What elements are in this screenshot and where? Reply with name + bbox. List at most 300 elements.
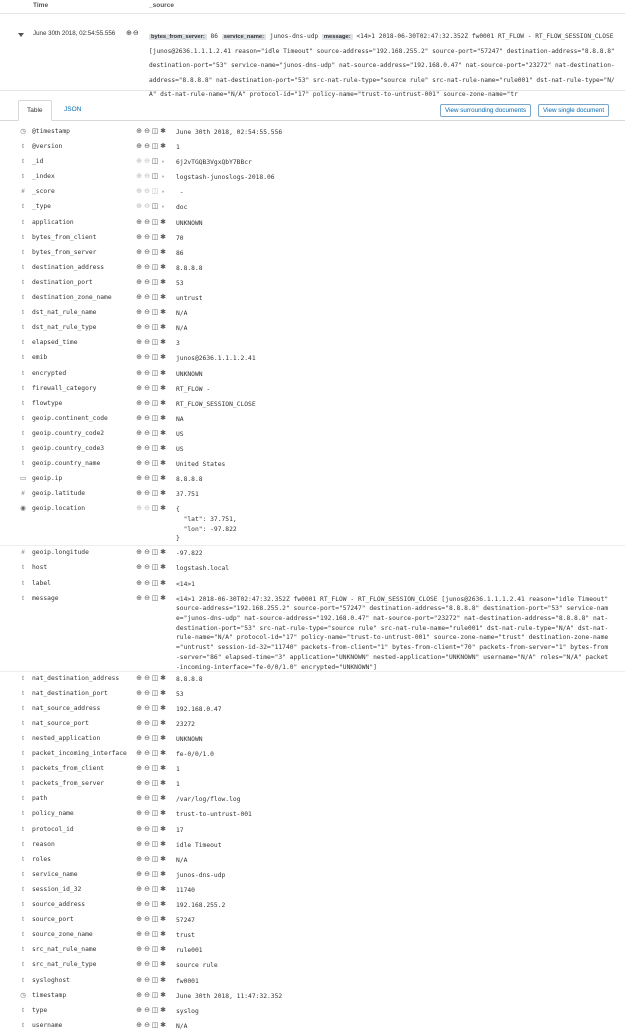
filter-out-value-icon[interactable]: ⊖ [144,735,150,742]
filter-for-value-icon[interactable]: ⊕ [136,765,142,773]
field-actions [135,840,167,848]
toggle-column-icon[interactable]: ◫ [151,158,159,166]
toggle-column-icon[interactable]: ◫ [151,564,159,572]
filter-for-value-icon[interactable]: ⊕ [136,810,142,818]
toggle-column-icon[interactable]: ◫ [151,1006,159,1014]
filter-exists-icon[interactable]: ✱ [160,735,166,742]
filter-exists-icon[interactable]: ✱ [160,765,166,773]
filter-out-value-icon[interactable]: ⊖ [144,719,150,727]
filter-for-value-icon[interactable]: ⊕ [136,399,142,407]
filter-for-value-icon[interactable]: ⊕ [136,369,142,377]
view-single-document-button[interactable]: View single document [538,104,609,117]
field-name: _id [32,158,44,166]
toggle-column-icon[interactable]: ◫ [151,414,159,422]
field-name: nat_source_port [32,719,89,727]
field-row-src-nat-rule-name [0,943,625,958]
field-actions [135,444,167,452]
field-value: UNKNOWN [176,219,203,227]
filter-exists-icon[interactable]: ✱ [160,354,166,362]
field-value: -97.822 [176,550,203,558]
filter-out-value-icon[interactable]: ⊖ [144,414,150,422]
filter-out-value-icon[interactable]: ⊖ [144,490,150,498]
filter-for-value-icon[interactable]: ⊕ [136,674,142,682]
filter-exists-icon[interactable]: ✱ [160,429,166,437]
filter-out-value-icon: ⊖ [144,188,150,196]
field-row-roles [0,853,625,868]
toggle-column-icon[interactable]: ◫ [151,203,159,211]
filter-for-value-icon[interactable]: ⊕ [136,444,142,452]
toggle-column-icon[interactable]: ◫ [151,248,159,256]
toggle-column-icon[interactable]: ◫ [151,354,159,362]
filter-out-value-icon[interactable]: ⊖ [144,750,150,758]
filter-out-value-icon[interactable]: ⊖ [144,309,150,317]
toggle-column-icon[interactable]: ◫ [151,429,159,437]
filter-out-value-icon[interactable]: ⊖ [144,1006,150,1014]
toggle-column-icon[interactable]: ◫ [151,263,159,271]
number-type-icon: # [21,490,25,498]
filter-out-value-icon[interactable]: ⊖ [144,976,150,984]
filter-out-value-icon[interactable]: ⊖ [144,248,150,256]
filter-for-value-icon[interactable]: ⊕ [136,885,142,893]
field-value: junos-dns-udp [176,871,226,879]
field-row-host [0,561,625,576]
field-value: 53 [176,279,184,287]
field-name: session_id_32 [32,885,82,893]
field-value: 57247 [176,917,195,925]
field-row-label [0,577,625,592]
filter-for-value-icon[interactable]: ⊕ [136,549,142,557]
tab-table[interactable]: Table [18,100,52,121]
field-value: N/A [176,1022,188,1030]
filter-for-value-icon[interactable]: ⊕ [136,429,142,437]
toggle-column-icon[interactable]: ◫ [151,916,159,924]
field-name: message [32,594,59,602]
source-value: junos-dns-udp [266,33,322,40]
toggle-column-icon[interactable]: ◫ [151,399,159,407]
filter-for-value-icon[interactable]: ⊕ [136,324,142,332]
field-name: @timestamp [32,128,70,135]
filter-out-value-icon[interactable]: ⊖ [144,549,150,557]
filter-out-value-icon[interactable]: ⊖ [144,564,150,572]
clock-icon: ◷ [20,991,26,999]
toggle-column-icon[interactable]: ◫ [151,810,159,818]
filter-for-value-icon[interactable]: ⊕ [136,735,142,742]
filter-out-value-icon[interactable]: ⊖ [144,840,150,848]
toggle-column-icon[interactable]: ◫ [151,339,159,347]
field-actions [135,689,167,697]
filter-for-value-icon: ⊕ [136,188,142,196]
filter-for-value-icon[interactable]: ⊕ [136,579,142,587]
field-actions [135,263,167,271]
filter-out-value-icon[interactable]: ⊖ [144,931,150,939]
string-type-icon: t [22,976,24,984]
field-value: N/A [176,310,188,318]
string-type-icon: t [22,795,24,803]
filter-exists-icon[interactable]: ✱ [160,263,166,271]
filter-out-value-icon[interactable]: ⊖ [144,810,150,818]
filter-for-value-icon[interactable]: ⊕ [136,475,142,483]
toggle-column-icon[interactable]: ◫ [151,444,159,452]
filter-for-value-icon[interactable]: ⊕ [136,278,142,286]
filter-for-value-icon[interactable]: ⊕ [136,931,142,939]
toggle-column-icon[interactable]: ◫ [151,294,159,302]
toggle-column-icon[interactable]: ◫ [151,901,159,909]
filter-exists-icon[interactable]: ✱ [160,976,166,984]
filter-out-value-icon[interactable]: ⊖ [144,218,150,226]
filter-out-value-icon[interactable]: ⊖ [144,579,150,587]
toggle-column-icon[interactable]: ◫ [151,1021,159,1029]
toggle-column-icon[interactable]: ◫ [151,765,159,773]
toggle-column-icon[interactable]: ◫ [151,218,159,226]
filter-exists-icon[interactable]: ✱ [160,128,166,135]
toggle-column-icon[interactable]: ◫ [151,674,159,682]
toggle-column-icon[interactable]: ◫ [151,324,159,332]
filter-out-value-icon[interactable]: ⊖ [144,674,150,682]
filter-exists-icon[interactable]: ✱ [160,278,166,286]
filter-for-value-icon[interactable]: ⊕ [136,976,142,984]
collapse-caret-icon[interactable] [18,33,24,37]
field-name: source_port [32,916,74,924]
field-value: 192.168.255.2 [176,902,226,910]
field-actions [135,930,167,938]
string-type-icon: t [22,810,24,818]
string-type-icon: t [22,704,24,712]
field-row-dst-nat-rule-type [0,321,625,336]
filter-exists-icon[interactable]: ✱ [160,1021,166,1029]
field-name: path [32,795,48,803]
toggle-column-icon[interactable]: ◫ [151,976,159,984]
filter-for-value-icon: ⊕ [136,505,142,513]
toggle-column-icon[interactable]: ◫ [151,795,159,803]
filter-out-value-icon[interactable]: ⊖ [144,278,150,286]
field-actions [135,474,167,482]
filter-exists-icon[interactable]: ✱ [160,931,166,939]
filter-out-value-icon[interactable]: ⊖ [144,339,150,347]
filter-exists-icon[interactable]: ✱ [160,594,166,602]
filter-for-value-icon[interactable]: ⊕ [136,825,142,833]
filter-exists-icon[interactable]: ✱ [160,1006,166,1014]
filter-out-value-icon[interactable]: ⊖ [144,399,150,407]
field-actions [135,870,167,878]
filter-for-value-icon[interactable]: ⊕ [136,901,142,909]
filter-out-value-icon[interactable]: ⊖ [144,369,150,377]
field-row-encrypted [0,367,625,382]
toggle-column-icon[interactable]: ◫ [151,931,159,939]
field-row-protocol-id [0,823,625,838]
filter-out-value-icon[interactable]: ⊖ [144,704,150,712]
source-value: <14>1 2018-06-30T02:47:32.352Z fw0001 RT_FLOW - RT_FLOW_SESSION_CLOSE [junos@2636.1.1.1.2.41 reason="idle Timeout" source-address="192.168.255.2" source-port="57247" destination-address="8.8.8.8" destination-port="53" service-name="junos-dns-udp" nat-source-address="192.168.0.47" nat-source-port="23272" nat-destination-address="8.8.8.8" nat-destination-port="53" src-nat-rule-type="source rule" src-nat-rule-name="rule001" dst-nat-rule-type="N/A" dst-nat-rule-name="N/A" protocol-id="17" policy-name="trust-to-untrust-001" source-zone-name="tr [149,33,615,99]
field-actions [135,915,167,923]
toggle-column-icon[interactable]: ◫ [151,233,159,241]
toggle-column-icon[interactable]: ◫ [151,128,159,135]
filter-out-value-icon[interactable]: ⊖ [144,780,150,788]
filter-out-value-icon[interactable]: ⊖ [144,594,150,602]
time-column-header[interactable]: Time [33,2,49,9]
filter-out-value-icon[interactable]: ⊖ [144,991,150,999]
field-row-geoip-country-code3 [0,442,625,457]
filter-for-value-icon[interactable]: ⊕ [136,870,142,878]
filter-out-value-icon[interactable]: ⊖ [144,885,150,893]
string-type-icon: t [22,309,24,317]
filter-exists-icon[interactable]: ✱ [160,549,166,557]
filter-for-value-icon[interactable]: ⊕ [136,780,142,788]
field-actions [135,142,167,150]
field-row-message [0,592,625,672]
filter-for-value-icon[interactable]: ⊕ [136,961,142,969]
filter-out-value-icon: ⊖ [144,203,150,211]
filter-exists-icon[interactable]: ✱ [160,870,166,878]
filter-for-value-icon[interactable]: ⊕ [136,218,142,226]
field-name: _score [32,188,55,196]
filter-for-value-icon[interactable]: ⊕ [136,689,142,697]
toggle-column-icon[interactable]: ◫ [151,689,159,697]
filter-for-value-icon[interactable]: ⊕ [136,840,142,848]
toggle-column-icon[interactable]: ◫ [151,840,159,848]
field-name: nat_destination_address [32,674,120,682]
filter-for-value-icon[interactable]: ⊕ [136,719,142,727]
field-actions [135,855,167,863]
toggle-column-icon[interactable]: ◫ [151,490,159,498]
filter-for-value-icon[interactable]: ⊕ [136,128,142,135]
filter-for-value-icon[interactable]: ⊕ [136,564,142,572]
field-row-service-name [0,868,625,883]
field-name: type [32,1006,48,1014]
filter-out-value-icon[interactable]: ⊖ [144,294,150,302]
field-actions [135,323,167,331]
filter-exists-icon[interactable]: ✱ [160,324,166,332]
toggle-column-icon[interactable]: ◫ [151,825,159,833]
toggle-column-icon[interactable]: ◫ [151,735,159,742]
field-name: dst_nat_rule_type [32,324,97,332]
filter-for-value-icon[interactable]: ⊕ [136,991,142,999]
toggle-column-icon[interactable]: ◫ [151,885,159,893]
toggle-column-icon[interactable]: ◫ [151,309,159,317]
document-row[interactable] [0,14,625,99]
string-type-icon: t [22,414,24,422]
filter-exists-icon[interactable]: ✱ [160,810,166,818]
filter-exists-icon[interactable]: ✱ [160,795,166,803]
filter-exists-icon[interactable]: ✱ [160,490,166,498]
string-type-icon: t [22,248,24,256]
filter-exists-icon[interactable]: ✱ [160,505,166,513]
field-value: June 30th 2018, 11:47:32.352 [176,992,283,1000]
toggle-column-icon[interactable]: ◫ [151,719,159,727]
field-row-nat-destination-address [0,672,625,687]
filter-for-value-icon[interactable]: ⊕ [136,143,142,151]
field-value: RT_FLOW - [176,385,211,393]
filter-for-value-icon[interactable]: ⊕ [136,460,142,468]
filter-exists-icon[interactable]: ✱ [160,218,166,226]
filter-exists-icon[interactable]: ✱ [160,384,166,392]
filter-out-value-icon[interactable]: ⊖ [144,429,150,437]
filter-out-value-icon[interactable]: ⊖ [144,765,150,773]
filter-for-value-icon[interactable]: ⊕ [136,855,142,863]
toggle-column-icon[interactable]: ◫ [151,173,159,181]
number-type-icon: # [21,188,25,196]
field-row-nested-application [0,732,625,747]
view-surrounding-documents-button[interactable]: View surrounding documents [440,104,531,117]
field-row--type [0,200,625,215]
filter-out-value-icon[interactable]: ⊖ [144,460,150,468]
filter-out-value-icon[interactable]: ⊖ [144,855,150,863]
filter-exists-icon: ● [161,204,165,211]
filter-out-value-icon[interactable]: ⊖ [144,444,150,452]
filter-out-value-icon[interactable]: ⊖ [144,946,150,954]
filter-exists-icon[interactable]: ✱ [160,780,166,788]
zoom-out-icon[interactable]: ⊖ [132,30,140,37]
filter-for-value-icon[interactable]: ⊕ [136,490,142,498]
field-name: destination_port [32,278,93,286]
filter-for-value-icon[interactable]: ⊕ [136,704,142,712]
filter-exists-icon[interactable]: ✱ [160,579,166,587]
field-row-nat-destination-port [0,687,625,702]
toggle-column-icon[interactable]: ◫ [151,704,159,712]
toggle-column-icon[interactable]: ◫ [151,384,159,392]
filter-out-value-icon[interactable]: ⊖ [144,128,150,135]
field-name: host [32,564,48,572]
filter-for-value-icon[interactable]: ⊕ [136,354,142,362]
field-actions [135,248,167,256]
toggle-column-icon[interactable]: ◫ [151,855,159,863]
filter-exists-icon[interactable]: ✱ [160,294,166,302]
filter-exists-icon[interactable]: ✱ [160,143,166,151]
filter-exists-icon[interactable]: ✱ [160,750,166,758]
field-actions [135,127,167,135]
field-actions [135,429,167,437]
field-name: service_name [32,870,78,878]
filter-exists-icon[interactable]: ✱ [160,339,166,347]
toggle-column-icon[interactable]: ◫ [151,369,159,377]
filter-exists-icon[interactable]: ✱ [160,840,166,848]
filter-exists-icon: ● [161,189,165,196]
field-row-packets-from-server [0,777,625,792]
toggle-column-icon[interactable]: ◫ [151,946,159,954]
field-row-destination-zone-name [0,291,625,306]
filter-for-value-icon[interactable]: ⊕ [136,946,142,954]
filter-exists-icon[interactable]: ✱ [160,444,166,452]
filter-exists-icon[interactable]: ✱ [160,946,166,954]
filter-exists-icon[interactable]: ✱ [160,961,166,969]
filter-for-value-icon[interactable]: ⊕ [136,916,142,924]
toggle-column-icon[interactable]: ◫ [151,579,159,587]
field-row-username [0,1019,625,1034]
filter-out-value-icon[interactable]: ⊖ [144,384,150,392]
field-actions [135,825,167,833]
filter-for-value-icon[interactable]: ⊕ [136,594,142,602]
filter-for-value-icon[interactable]: ⊕ [136,248,142,256]
tab-json[interactable]: JSON [64,106,82,113]
filter-exists-icon[interactable]: ✱ [160,719,166,727]
filter-exists-icon[interactable]: ✱ [160,399,166,407]
filter-exists-icon[interactable]: ✱ [160,901,166,909]
filter-exists-icon[interactable]: ✱ [160,564,166,572]
toggle-column-icon[interactable]: ◫ [151,278,159,286]
filter-for-value-icon[interactable]: ⊕ [136,294,142,302]
filter-out-value-icon[interactable]: ⊖ [144,825,150,833]
filter-for-value-icon[interactable]: ⊕ [136,1006,142,1014]
filter-exists-icon[interactable]: ✱ [160,475,166,483]
toggle-column-icon[interactable]: ◫ [151,780,159,788]
filter-out-value-icon[interactable]: ⊖ [144,354,150,362]
toggle-column-icon[interactable]: ◫ [151,475,159,483]
field-row-path [0,792,625,807]
filter-exists-icon[interactable]: ✱ [160,689,166,697]
filter-for-value-icon[interactable]: ⊕ [136,1021,142,1029]
filter-out-value-icon[interactable]: ⊖ [144,1021,150,1029]
field-value: 8.8.8.8 [176,264,203,272]
filter-exists-icon[interactable]: ✱ [160,309,166,317]
filter-out-value-icon[interactable]: ⊖ [144,233,150,241]
filter-exists-icon[interactable]: ✱ [160,916,166,924]
filter-for-value-icon[interactable]: ⊕ [136,384,142,392]
filter-out-value-icon[interactable]: ⊖ [144,324,150,332]
filter-for-value-icon[interactable]: ⊕ [136,339,142,347]
filter-exists-icon: ● [161,159,165,166]
field-row-destination-port [0,276,625,291]
filter-for-value-icon[interactable]: ⊕ [136,795,142,803]
toggle-column-icon[interactable]: ◫ [151,961,159,969]
filter-for-value-icon[interactable]: ⊕ [136,750,142,758]
filter-out-value-icon[interactable]: ⊖ [144,475,150,483]
filter-exists-icon[interactable]: ✱ [160,233,166,241]
toggle-column-icon[interactable]: ◫ [151,594,159,602]
filter-exists-icon[interactable]: ✱ [160,855,166,863]
field-value: June 30th 2018, 02:54:55.556 [176,129,283,136]
toggle-column-icon[interactable]: ◫ [151,750,159,758]
field-actions [135,563,167,571]
filter-for-value-icon[interactable]: ⊕ [136,309,142,317]
field-actions [135,976,167,984]
string-type-icon: t [22,674,24,682]
filter-out-value-icon[interactable]: ⊖ [144,689,150,697]
filter-exists-icon[interactable]: ✱ [160,369,166,377]
filter-out-value-icon[interactable]: ⊖ [144,263,150,271]
filter-for-value-icon[interactable]: ⊕ [136,263,142,271]
filter-exists-icon[interactable]: ✱ [160,704,166,712]
string-type-icon: t [22,870,24,878]
filter-for-value-icon[interactable]: ⊕ [136,233,142,241]
filter-out-value-icon[interactable]: ⊖ [144,870,150,878]
filter-out-value-icon[interactable]: ⊖ [144,143,150,151]
toggle-column-icon[interactable]: ◫ [151,143,159,151]
filter-exists-icon[interactable]: ✱ [160,248,166,256]
toggle-column-icon[interactable]: ◫ [151,870,159,878]
filter-out-value-icon[interactable]: ⊖ [144,961,150,969]
toggle-column-icon[interactable]: ◫ [151,505,159,513]
toggle-column-icon[interactable]: ◫ [151,549,159,557]
filter-exists-icon[interactable]: ✱ [160,825,166,833]
string-type-icon: t [22,203,24,211]
filter-exists-icon[interactable]: ✱ [160,460,166,468]
filter-out-value-icon[interactable]: ⊖ [144,916,150,924]
toggle-column-icon[interactable]: ◫ [151,460,159,468]
filter-for-value-icon[interactable]: ⊕ [136,414,142,422]
field-actions [135,779,167,787]
toggle-column-icon[interactable]: ◫ [151,991,159,999]
field-row-nat-source-port [0,717,625,732]
field-actions [135,734,167,742]
zoom-in-icon[interactable]: ⊕ [126,30,133,37]
filter-exists-icon[interactable]: ✱ [160,414,166,422]
filter-exists-icon[interactable]: ✱ [160,674,166,682]
field-row-geoip-country-code2 [0,427,625,442]
filter-exists-icon[interactable]: ✱ [160,885,166,893]
filter-out-value-icon[interactable]: ⊖ [144,901,150,909]
string-type-icon: t [22,263,24,271]
filter-exists-icon[interactable]: ✱ [160,991,166,999]
field-row-emib [0,351,625,366]
filter-out-value-icon[interactable]: ⊖ [144,795,150,803]
